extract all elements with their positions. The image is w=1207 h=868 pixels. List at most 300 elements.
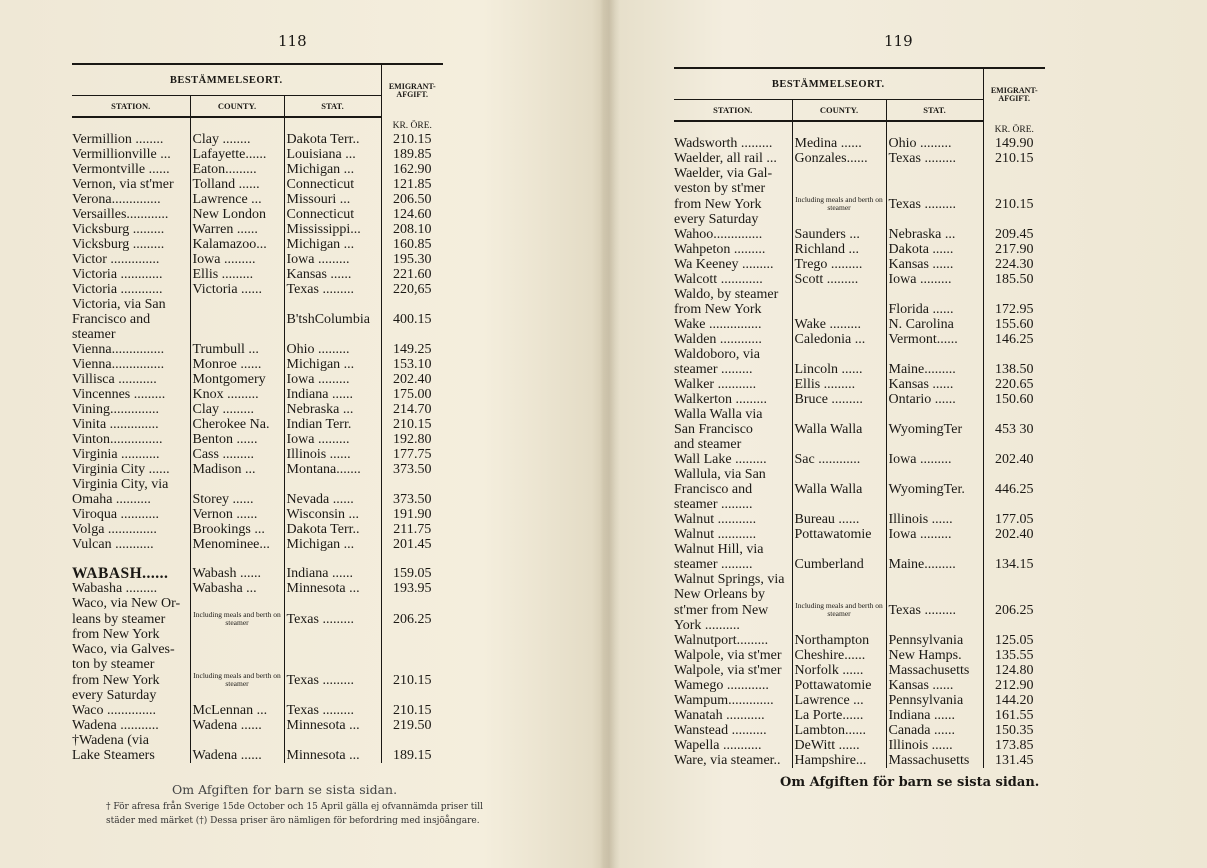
state-cell: Dakota Terr.. <box>284 522 381 537</box>
station-cell: Waco, via Galves- <box>72 642 190 657</box>
fee-cell <box>983 587 1045 602</box>
fee-cell: 373.50 <box>393 462 432 477</box>
fee-cell: 159.05 <box>393 566 432 581</box>
state-cell: Nebraska ... <box>284 402 381 417</box>
row-gap <box>72 552 443 566</box>
fee-header: EMIGRANT-AFGIFT. <box>381 64 443 117</box>
county-cell <box>792 347 886 362</box>
table-row <box>674 542 1045 557</box>
station-cell: Wabasha ......... <box>72 581 190 596</box>
county-cell: McLennan ... <box>190 703 284 718</box>
county-cell: Trego ......... <box>792 257 886 272</box>
station-cell: Walnutport......... <box>674 633 792 648</box>
station-cell: Vienna............... <box>72 357 190 372</box>
fee-cell: 210.15 <box>393 673 432 688</box>
county-cell: Iowa ......... <box>190 252 284 267</box>
county-cell <box>190 596 284 611</box>
table-row <box>72 627 443 642</box>
county-cell <box>792 302 886 317</box>
fee-cell: 193.95 <box>393 581 432 596</box>
fee-cell <box>983 407 1045 422</box>
county-cell: Eaton......... <box>190 162 284 177</box>
state-cell: WyomingTer. <box>886 482 983 497</box>
state-cell <box>886 166 983 181</box>
county-cell: Trumbull ... <box>190 342 284 357</box>
page-119 <box>670 0 1120 868</box>
table-row <box>72 252 443 267</box>
fee-cell: 202.40 <box>393 372 432 387</box>
state-cell: Illinois ...... <box>886 512 983 527</box>
state-cell: Maine......... <box>886 557 983 572</box>
county-cell: Wabasha ... <box>190 581 284 596</box>
fee-cell: 144.20 <box>995 693 1034 708</box>
station-cell: leans by steamer <box>72 611 190 627</box>
state-cell: Illinois ...... <box>886 738 983 753</box>
unit-row <box>72 117 443 132</box>
county-cell: Vernon ...... <box>190 507 284 522</box>
table-row <box>674 482 1045 497</box>
table-row <box>674 166 1045 181</box>
table-row <box>674 272 1045 287</box>
county-cell <box>190 688 284 703</box>
table-row <box>72 162 443 177</box>
county-cell: Including meals and berth on steamer <box>792 196 886 212</box>
fee-cell: 208.10 <box>393 222 432 237</box>
state-cell: Vermont...... <box>886 332 983 347</box>
fee-cell: 220,65 <box>393 282 432 297</box>
fee-cell: 206.50 <box>393 192 432 207</box>
table-row <box>72 327 443 342</box>
fee-cell: 175.00 <box>393 387 432 402</box>
station-cell: Vermillionville ... <box>72 147 190 162</box>
station-cell: Wamego ............ <box>674 678 792 693</box>
state-cell: Connecticut <box>284 177 381 192</box>
station-cell: Wanatah ........... <box>674 708 792 723</box>
fee-cell: 189.15 <box>393 748 432 763</box>
fee-cell: 150.60 <box>995 392 1034 407</box>
table-row <box>72 537 443 552</box>
state-cell <box>284 688 381 703</box>
station-cell: Virginia City, via <box>72 477 190 492</box>
county-cell: Including meals and berth on steamer <box>190 611 284 627</box>
station-cell: from New York <box>72 672 190 688</box>
fare-table-118 <box>72 63 443 763</box>
table-row <box>72 177 443 192</box>
state-cell: Iowa ......... <box>886 272 983 287</box>
fee-cell: 185.50 <box>995 272 1034 287</box>
fee-cell: 162.90 <box>393 162 432 177</box>
station-cell: Verona.............. <box>72 192 190 207</box>
table-row <box>72 312 443 327</box>
fee-cell <box>983 497 1045 512</box>
table-row <box>72 432 443 447</box>
station-cell: Waco .............. <box>72 703 190 718</box>
county-cell: Pottawatomie <box>792 678 886 693</box>
county-cell: Sac ............ <box>792 452 886 467</box>
station-cell: every Saturday <box>674 212 792 227</box>
county-cell: Walla Walla <box>792 422 886 437</box>
table-row <box>674 302 1045 317</box>
state-cell <box>886 587 983 602</box>
county-cell: Wabash ...... <box>190 566 284 581</box>
state-cell: Iowa ......... <box>284 252 381 267</box>
station-cell: WABASH...... <box>72 566 190 581</box>
fee-cell: 202.40 <box>995 527 1034 542</box>
county-cell: DeWitt ...... <box>792 738 886 753</box>
state-cell <box>284 596 381 611</box>
table-row <box>674 618 1045 633</box>
station-cell: Vermillion ........ <box>72 132 190 147</box>
state-header: STAT. <box>886 100 983 122</box>
fee-cell: 124.80 <box>995 663 1034 678</box>
station-cell: Vinton............... <box>72 432 190 447</box>
unit-label: KR. ÖRE. <box>392 121 432 131</box>
county-cell: Bruce ......... <box>792 392 886 407</box>
county-cell <box>792 467 886 482</box>
station-cell: steamer ......... <box>674 362 792 377</box>
fee-cell <box>983 437 1045 452</box>
table-row <box>674 422 1045 437</box>
table-row <box>72 462 443 477</box>
fee-cell <box>381 477 443 492</box>
table-row <box>72 477 443 492</box>
table-row <box>674 572 1045 587</box>
station-cell: Virginia ........... <box>72 447 190 462</box>
county-cell: Montgomery <box>190 372 284 387</box>
fee-cell: 212.90 <box>995 678 1034 693</box>
table-row <box>674 557 1045 572</box>
county-cell <box>792 572 886 587</box>
county-cell: Victoria ...... <box>190 282 284 297</box>
state-cell <box>886 287 983 302</box>
state-cell: Texas ......... <box>886 151 983 166</box>
state-cell: Nevada ...... <box>284 492 381 507</box>
state-cell: Louisiana ... <box>284 147 381 162</box>
table-row <box>674 407 1045 422</box>
county-cell: Monroe ...... <box>190 357 284 372</box>
table-row <box>674 512 1045 527</box>
fee-cell: 373.50 <box>393 492 432 507</box>
county-cell: Lincoln ...... <box>792 362 886 377</box>
table-row <box>72 282 443 297</box>
state-cell: Indiana ...... <box>284 387 381 402</box>
state-cell <box>284 327 381 342</box>
state-cell <box>886 497 983 512</box>
fee-cell: 155.60 <box>995 317 1034 332</box>
state-cell: Dakota Terr.. <box>284 132 381 147</box>
fee-cell <box>983 347 1045 362</box>
state-cell: N. Carolina <box>886 317 983 332</box>
county-cell <box>792 542 886 557</box>
fee-cell <box>381 657 443 672</box>
station-cell: steamer ......... <box>674 557 792 572</box>
table-row <box>72 147 443 162</box>
page-number: 119 <box>884 32 913 50</box>
fee-cell: 202.40 <box>995 452 1034 467</box>
table-row <box>674 227 1045 242</box>
fee-cell: 210.15 <box>393 132 432 147</box>
county-cell <box>190 627 284 642</box>
state-cell: Iowa ......... <box>284 372 381 387</box>
fee-cell: 138.50 <box>995 362 1034 377</box>
state-cell: Pennsylvania <box>886 693 983 708</box>
county-cell: Norfolk ...... <box>792 663 886 678</box>
station-cell: Virginia City ...... <box>72 462 190 477</box>
station-cell: Ware, via steamer.. <box>674 753 792 768</box>
station-cell: Francisco and <box>72 312 190 327</box>
state-cell: New Hamps. <box>886 648 983 663</box>
county-cell <box>190 312 284 327</box>
county-cell <box>792 287 886 302</box>
state-cell: Iowa ......... <box>886 527 983 542</box>
table-row <box>674 317 1045 332</box>
station-cell: Wampum............. <box>674 693 792 708</box>
state-cell: Kansas ...... <box>886 257 983 272</box>
county-header: COUNTY. <box>792 100 886 122</box>
state-cell: Nebraska ... <box>886 227 983 242</box>
fee-cell: 206.25 <box>995 603 1034 618</box>
state-cell: Canada ...... <box>886 723 983 738</box>
county-cell: Lambton...... <box>792 723 886 738</box>
table-row <box>674 212 1045 227</box>
table-row <box>674 151 1045 166</box>
station-cell: Waco, via New Or- <box>72 596 190 611</box>
table-row <box>72 733 443 748</box>
fee-cell: 160.85 <box>393 237 432 252</box>
station-cell: ton by steamer <box>72 657 190 672</box>
state-cell: WyomingTer <box>886 422 983 437</box>
table-row <box>72 748 443 763</box>
fee-cell: 224.30 <box>995 257 1034 272</box>
fee-cell <box>381 688 443 703</box>
station-cell: Walnut Hill, via <box>674 542 792 557</box>
table-row <box>674 136 1045 151</box>
state-cell: Texas ......... <box>886 602 983 618</box>
station-cell: Wahpeton ......... <box>674 242 792 257</box>
station-cell: Victoria ............ <box>72 267 190 282</box>
county-cell: Wadena ...... <box>190 718 284 733</box>
station-cell: Victoria ............ <box>72 282 190 297</box>
fee-header: EMIGRANT-AFGIFT. <box>983 68 1045 121</box>
state-cell: Texas ......... <box>284 611 381 627</box>
county-cell: Northampton <box>792 633 886 648</box>
station-cell: from New York <box>674 196 792 212</box>
county-cell <box>190 733 284 748</box>
table-row <box>72 611 443 627</box>
fee-cell: 172.95 <box>995 302 1034 317</box>
county-cell: Storey ...... <box>190 492 284 507</box>
station-cell: Victor .............. <box>72 252 190 267</box>
county-cell <box>190 477 284 492</box>
fee-cell: 131.45 <box>995 753 1034 768</box>
table-row <box>72 192 443 207</box>
state-cell <box>284 657 381 672</box>
fare-rows <box>674 121 1045 768</box>
state-cell <box>886 467 983 482</box>
station-cell: †Wadena (via <box>72 733 190 748</box>
table-row <box>674 678 1045 693</box>
fee-cell <box>381 327 443 342</box>
state-cell <box>886 181 983 196</box>
county-cell: Brookings ... <box>190 522 284 537</box>
station-cell: Walnut Springs, via <box>674 572 792 587</box>
county-cell: Ellis ......... <box>792 377 886 392</box>
county-cell: Cheshire...... <box>792 648 886 663</box>
table-row <box>674 633 1045 648</box>
state-cell: Mississippi... <box>284 222 381 237</box>
county-cell <box>792 166 886 181</box>
table-row <box>674 437 1045 452</box>
table-row <box>674 753 1045 768</box>
station-cell: from New York <box>674 302 792 317</box>
station-cell: Vienna............... <box>72 342 190 357</box>
page-number: 118 <box>278 32 307 50</box>
table-row <box>674 196 1045 212</box>
table-row <box>674 723 1045 738</box>
state-cell: Pennsylvania <box>886 633 983 648</box>
state-cell: Kansas ...... <box>284 267 381 282</box>
table-row <box>674 242 1045 257</box>
fee-cell <box>983 467 1045 482</box>
fee-cell: 211.75 <box>393 522 432 537</box>
state-cell <box>886 542 983 557</box>
county-cell: Wake ......... <box>792 317 886 332</box>
county-header: COUNTY. <box>190 96 284 118</box>
destination-header: BESTÄMMELSEORT. <box>72 64 381 96</box>
state-cell: Minnesota ... <box>284 718 381 733</box>
county-cell: Cumberland <box>792 557 886 572</box>
station-cell: steamer <box>72 327 190 342</box>
fee-cell <box>381 642 443 657</box>
station-cell: Wapella ........... <box>674 738 792 753</box>
table-row <box>674 392 1045 407</box>
table-row <box>674 648 1045 663</box>
state-cell: Ohio ......... <box>886 136 983 151</box>
county-cell: Cherokee Na. <box>190 417 284 432</box>
station-cell: Walpole, via st'mer <box>674 648 792 663</box>
county-cell <box>190 297 284 312</box>
fee-cell: 210.15 <box>995 151 1034 166</box>
state-cell: Ohio ......... <box>284 342 381 357</box>
county-cell <box>792 437 886 452</box>
state-header: STAT. <box>284 96 381 118</box>
county-cell: Kalamazoo... <box>190 237 284 252</box>
station-cell: Walkerton ......... <box>674 392 792 407</box>
fee-cell: 453 30 <box>995 422 1034 437</box>
county-cell: Saunders ... <box>792 227 886 242</box>
fee-cell <box>381 596 443 611</box>
fee-cell: 206.25 <box>393 612 432 627</box>
state-cell <box>886 618 983 633</box>
table-row <box>674 587 1045 602</box>
station-header: STATION. <box>674 100 792 122</box>
state-cell <box>284 733 381 748</box>
county-cell: Warren ...... <box>190 222 284 237</box>
fee-cell: 210.15 <box>393 703 432 718</box>
county-cell: Hampshire... <box>792 753 886 768</box>
station-cell: Wa Keeney ......... <box>674 257 792 272</box>
county-cell: Cass ......... <box>190 447 284 462</box>
fee-cell <box>983 166 1045 181</box>
station-cell: Wahoo.............. <box>674 227 792 242</box>
table-row <box>674 527 1045 542</box>
state-cell <box>886 572 983 587</box>
state-cell: Kansas ...... <box>886 678 983 693</box>
fee-cell: 220.65 <box>995 377 1034 392</box>
county-cell <box>792 407 886 422</box>
table-row <box>674 738 1045 753</box>
state-cell <box>284 477 381 492</box>
state-cell: Connecticut <box>284 207 381 222</box>
state-cell: Massachusetts <box>886 663 983 678</box>
county-cell: Ellis ......... <box>190 267 284 282</box>
state-cell: Maine......... <box>886 362 983 377</box>
station-cell: Viroqua ........... <box>72 507 190 522</box>
fee-cell: 210.15 <box>393 417 432 432</box>
state-cell: Missouri ... <box>284 192 381 207</box>
table-row <box>674 332 1045 347</box>
station-cell: Vincennes ......... <box>72 387 190 402</box>
fare-table-119 <box>674 67 1045 768</box>
table-row <box>674 602 1045 618</box>
station-cell: Walker ........... <box>674 377 792 392</box>
page-118 <box>60 0 510 868</box>
fee-cell <box>983 212 1045 227</box>
table-row <box>674 181 1045 196</box>
station-cell: Walpole, via st'mer <box>674 663 792 678</box>
table-row <box>674 708 1045 723</box>
county-cell: Gonzales...... <box>792 151 886 166</box>
fee-cell: 400.15 <box>393 312 432 327</box>
state-cell: Wisconsin ... <box>284 507 381 522</box>
station-cell: Vicksburg ......... <box>72 237 190 252</box>
county-cell: Pottawatomie <box>792 527 886 542</box>
county-cell: Madison ... <box>190 462 284 477</box>
fee-cell <box>983 287 1045 302</box>
station-cell: from New York <box>72 627 190 642</box>
county-cell: Lawrence ... <box>792 693 886 708</box>
county-cell: Scott ......... <box>792 272 886 287</box>
table-row <box>72 688 443 703</box>
state-cell: Ontario ...... <box>886 392 983 407</box>
station-cell: Wanstead .......... <box>674 723 792 738</box>
county-cell: Benton ...... <box>190 432 284 447</box>
table-row <box>72 237 443 252</box>
state-cell <box>284 297 381 312</box>
station-cell: York .......... <box>674 618 792 633</box>
state-cell: Massachusetts <box>886 753 983 768</box>
station-cell: every Saturday <box>72 688 190 703</box>
fee-cell: 149.90 <box>995 136 1034 151</box>
fee-cell: 177.75 <box>393 447 432 462</box>
fee-cell: 209.45 <box>995 227 1034 242</box>
table-row <box>72 566 443 581</box>
table-row <box>674 257 1045 272</box>
table-row <box>72 222 443 237</box>
county-cell <box>792 181 886 196</box>
fee-cell: 221.60 <box>393 267 432 282</box>
table-row <box>72 207 443 222</box>
county-cell <box>792 587 886 602</box>
state-cell: Michigan ... <box>284 357 381 372</box>
fee-cell: 125.05 <box>995 633 1034 648</box>
state-cell: Indiana ...... <box>886 708 983 723</box>
fee-cell: 189.85 <box>393 147 432 162</box>
county-cell: Clay ........ <box>190 132 284 147</box>
destination-header: BESTÄMMELSEORT. <box>674 68 983 100</box>
state-cell <box>886 212 983 227</box>
fee-cell <box>983 542 1045 557</box>
